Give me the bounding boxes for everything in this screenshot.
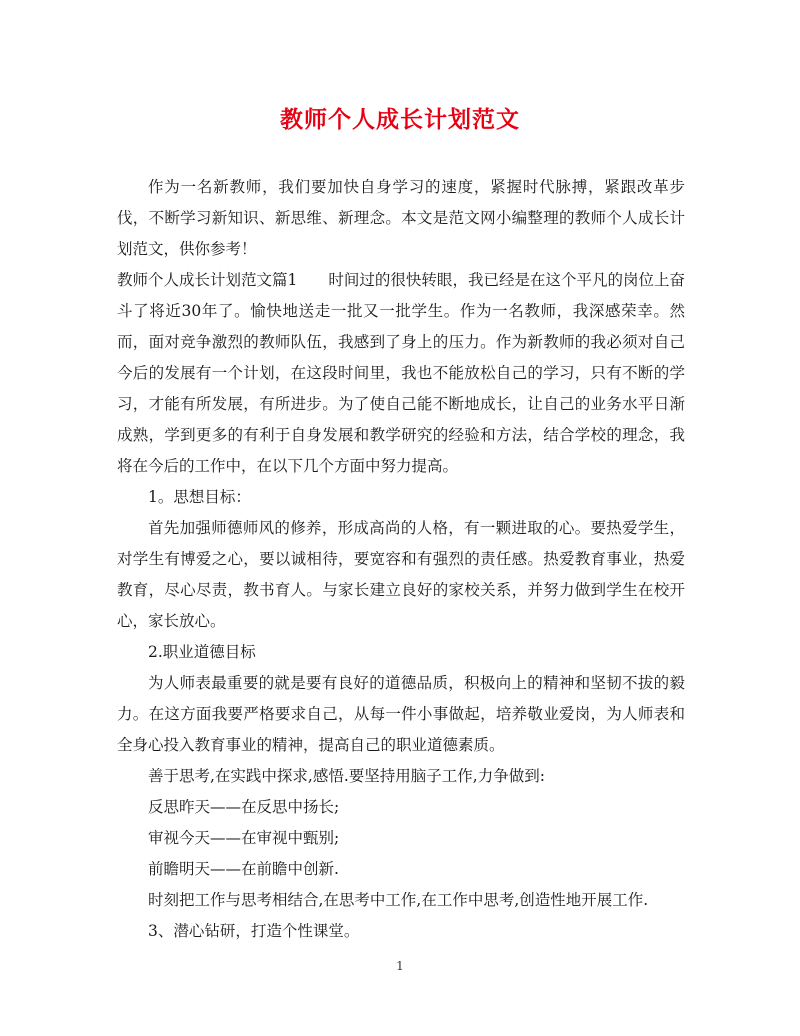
document-body (117, 172, 685, 947)
list-item-tomorrow: 前瞻明天——在前瞻中创新. (148, 860, 339, 878)
paragraph-ideology: 首先加强师德师风的修养，形成高尚的人格，有一颗进取的心。要热爱学生，对学生有博爱之心，要以诚相待，要宽容和有强烈的责任感。热爱教育事业，热爱教育，尽心尽责，教书育人。与家长建立良好的家校关系，并努力做到学生在校开心，家长放心。 (117, 519, 685, 630)
paragraph-ethics: 为人师表最重要的就是要有良好的道德品质，积极向上的精神和坚韧不拔的毅力。在这方面我要严格要求自己，从每一件小事做起，培养敬业爱岗，为人师表和全身心投入教育事业的精神，提高自己的职业道德素质。 (117, 674, 685, 754)
heading-professional-ethics: 2.职业道德目标 (148, 643, 256, 661)
paragraph-work-thinking: 时刻把工作与思考相结合,在思考中工作,在工作中思考,创造性地开展工作. (148, 891, 649, 909)
paragraph-thinking: 善于思考,在实践中探求,感悟.要坚持用脑子工作,力争做到: (148, 767, 545, 785)
list-item-today: 审视今天——在审视中甄别; (148, 829, 340, 847)
page-number: 1 (396, 959, 404, 973)
section-paragraph: 教师个人成长计划范文篇1 时间过的很快转眼，我已经是在这个平凡的岗位上奋斗了将近30年了。愉快地送走一批又一批学生。作为一名教师，我深感荣幸。然而，面对竞争激烈的教师队伍，我感到了身上的压力。作为新教师的我必须对自己今后的发展有一个计划，在这段时间里，我也不能放松自己的学习，只有不断的学习，才能有所发展，有所进步。为了使自己能不断地成长，让自己的业务水平日渐成熟，学到更多的有利于自身发展和教学研究的经验和方法，结合学校的理念，我将在今后的工作中，在以下几个方面中努力提高。 (117, 271, 685, 475)
list-item-yesterday: 反思昨天——在反思中扬长; (148, 798, 340, 816)
heading-classroom: 3、潜心钻研，打造个性课堂。 (148, 922, 360, 940)
document-title: 教师个人成长计划范文 (280, 106, 520, 133)
heading-ideology-goal: 1。思想目标： (148, 488, 251, 506)
intro-paragraph: 作为一名新教师，我们要加快自身学习的速度，紧握时代脉搏，紧跟改革步伐，不断学习新知识、新思维、新理念。本文是范文网小编整理的教师个人成长计划范文，供你参考！ (117, 178, 685, 258)
